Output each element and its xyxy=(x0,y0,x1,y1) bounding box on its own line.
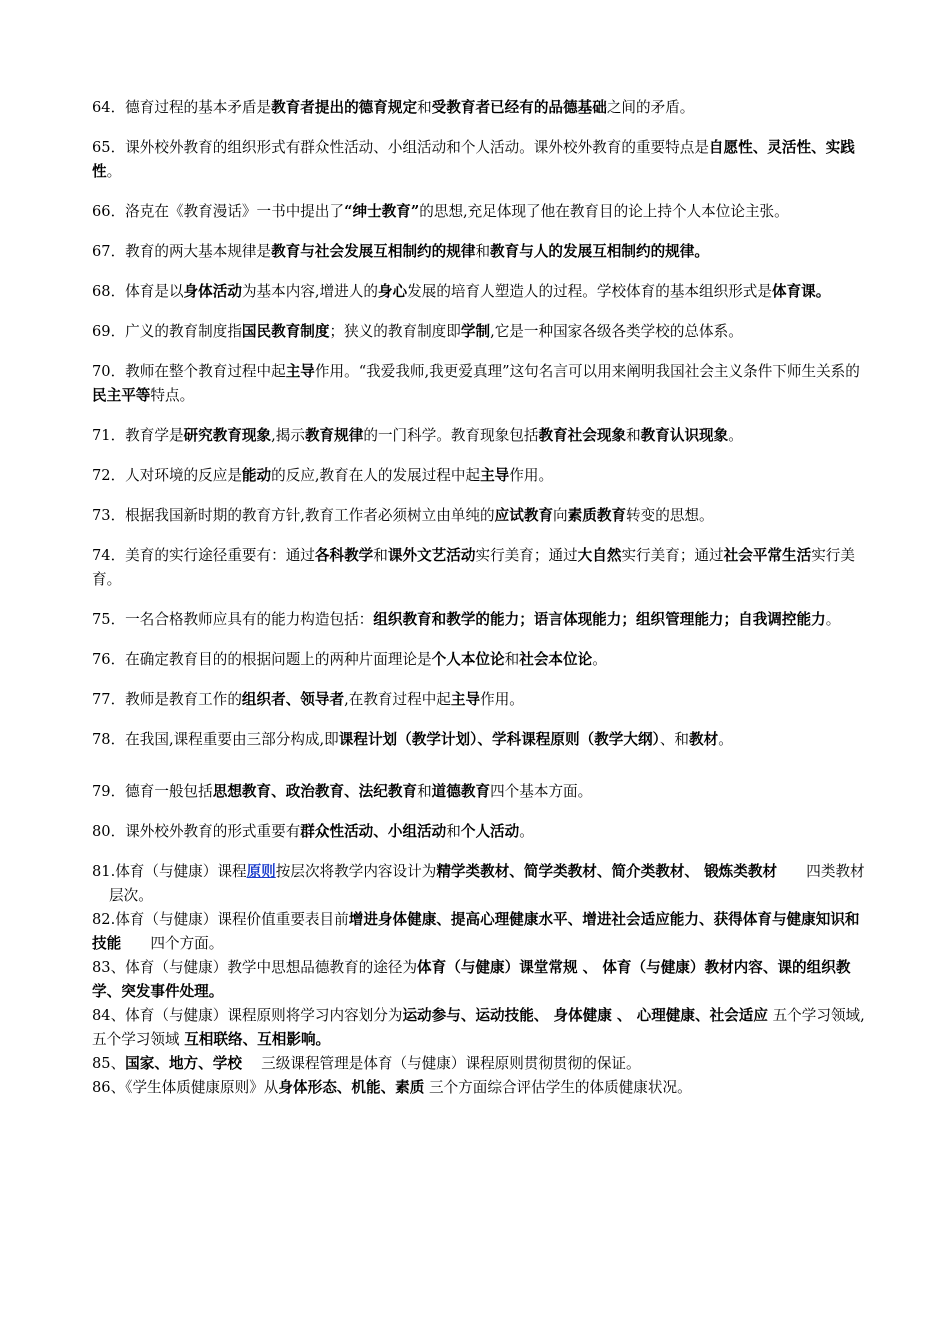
item-71: 71．教育学是研究教育现象,揭示教育规律的一门科学。教育现象包括教育社会现象和教育认识现象。 xyxy=(92,427,743,444)
document-page xyxy=(92,96,872,1100)
item-77: 77．教师是教育工作的组织者、领导者,在教育过程中起主导作用。 xyxy=(92,691,524,708)
item-84: 84、体育（与健康）课程原则将学习内容划分为运动参与、运动技能、 身体健康 、 心理健康、社会适应 五个学习领域,五个学习领域 互相联络、互相影响。 xyxy=(92,1007,865,1048)
item-79: 79．德育一般包括思想教育、政治教育、法纪教育和道德教育四个基本方面。 xyxy=(92,783,593,800)
item-73: 73．根据我国新时期的教育方针,教育工作者必须树立由单纯的应试教育向素质教育转变的思想。 xyxy=(92,507,714,524)
principle-link[interactable]: 原则 xyxy=(246,863,276,880)
item-69: 69．广义的教育制度指国民教育制度；狭义的教育制度即学制,它是一种国家各级各类学校的总体系。 xyxy=(92,323,743,340)
item-78: 78．在我国,课程重要由三部分构成,即课程计划（教学计划）、学科课程原则（教学大纲）、和教材。 xyxy=(92,731,733,748)
item-64: 64．德育过程的基本矛盾是教育者提出的德育规定和受教育者已经有的品德基础之间的矛盾。 xyxy=(92,99,695,116)
item-81: 81.体育（与健康）课程原则按层次将教学内容设计为精学类教材、简学类教材、简介类教材、 锻炼类教材 四类教材层次。 xyxy=(92,863,865,904)
item-68: 68．体育是以身体活动为基本内容,增进人的身心发展的培育人塑造人的过程。学校体育的基本组织形式是体育课。 xyxy=(92,283,831,300)
item-83: 83、体育（与健康）教学中思想品德教育的途径为体育（与健康）课堂常规 、 体育（与健康）教材内容、课的组织教学、突发事件处理。 xyxy=(92,959,851,1000)
item-82: 82.体育（与健康）课程价值重要表目前增进身体健康、提高心理健康水平、增进社会适应能力、获得体育与健康知识和技能 四个方面。 xyxy=(92,911,860,952)
item-74: 74．美育的实行途径重要有：通过各科教学和课外文艺活动实行美育；通过大自然实行美育；通过社会平常生活实行美育。 xyxy=(92,547,855,588)
item-76: 76．在确定教育目的的根据问题上的两种片面理论是个人本位论和社会本位论。 xyxy=(92,651,607,668)
item-85: 85、国家、地方、学校 三级课程管理是体育（与健康）课程原则贯彻贯彻的保证。 xyxy=(92,1055,641,1072)
item-80: 80．课外校外教育的形式重要有群众性活动、小组活动和个人活动。 xyxy=(92,823,534,840)
item-70: 70．教师在整个教育过程中起主导作用。“我爱我师,我更爱真理”这句名言可以用来阐明我国社会主义条件下师生关系的民主平等特点。 xyxy=(92,363,860,404)
item-75: 75．一名合格教师应具有的能力构造包括：组织教育和教学的能力；语言体现能力；组织管理能力；自我调控能力。 xyxy=(92,611,841,628)
item-65: 65．课外校外教育的组织形式有群众性活动、小组活动和个人活动。课外校外教育的重要特点是自愿性、灵活性、实践性。 xyxy=(92,139,855,180)
item-66: 66．洛克在《教育漫话》一书中提出了“绅士教育”的思想,充足体现了他在教育目的论上持个人本位论主张。 xyxy=(92,203,789,220)
item-67: 67．教育的两大基本规律是教育与社会发展互相制约的规律和教育与人的发展互相制约的规律。 xyxy=(92,243,709,260)
item-86: 86、《学生体质健康原则》从身体形态、机能、素质 三个方面综合评估学生的体质健康状况。 xyxy=(92,1079,692,1096)
item-72: 72．人对环境的反应是能动的反应,教育在人的发展过程中起主导作用。 xyxy=(92,467,554,484)
